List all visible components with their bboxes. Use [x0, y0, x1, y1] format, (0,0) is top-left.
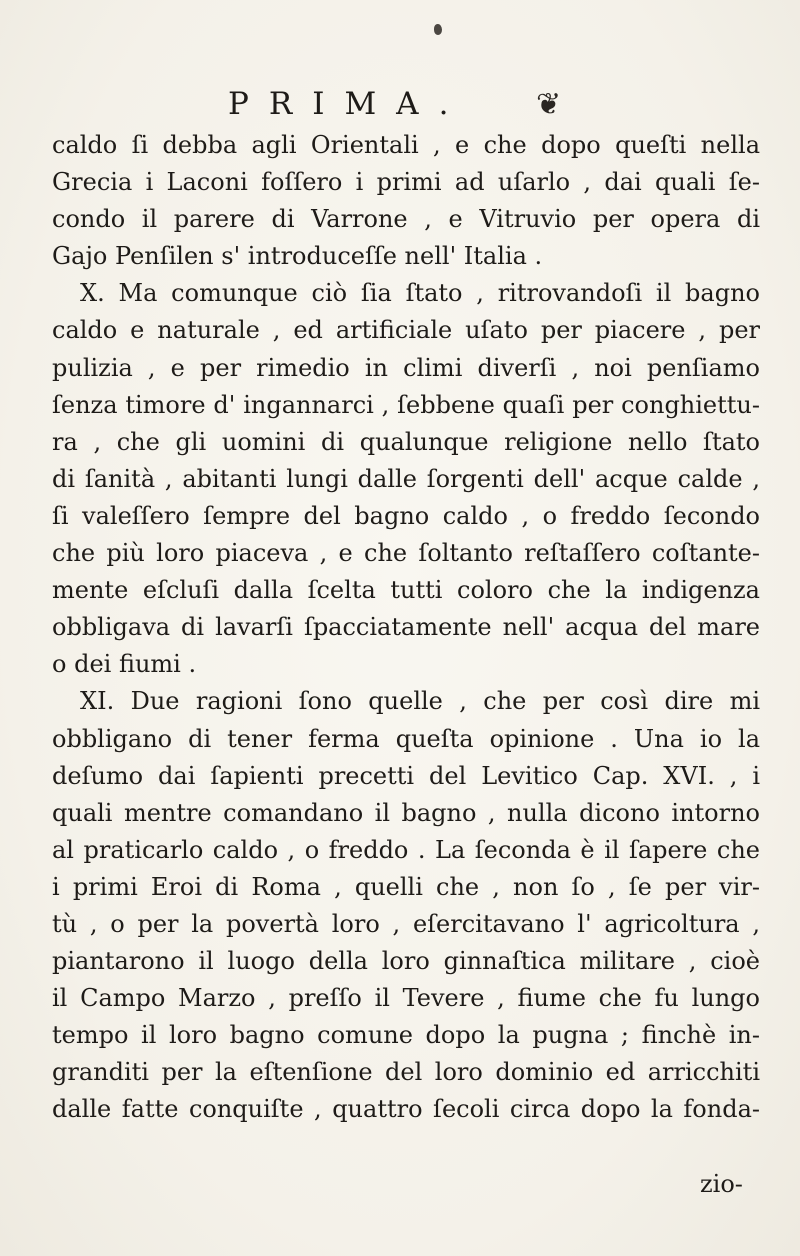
running-head: PRIMA.	[228, 86, 469, 122]
text-line: condo il parere di Varrone , e Vitruvio per opera di	[52, 205, 760, 234]
body-text	[52, 127, 760, 1129]
text-line: mente eſcluſi dalla ſcelta tutti coloro che la indigenza	[52, 576, 760, 605]
text-line: quali mentre comandano il bagno , nulla dicono intorno	[52, 798, 760, 827]
text-line: deſumo dai ſapienti precetti del Levitico Cap. XVI. , i	[52, 761, 760, 790]
text-line: X. Ma comunque ciò ſia ſtato , ritrovandoſi il bagno	[80, 279, 760, 308]
text-line: o dei fiumi .	[52, 650, 197, 679]
text-line: caldo ſi debba agli Orientali , e che dopo queſti nella	[52, 131, 760, 159]
ink-speck	[434, 24, 442, 35]
text-line: i primi Eroi di Roma , quelli che , non ſo , ſe per vir-	[52, 872, 760, 901]
text-line: caldo e naturale , ed artificiale uſato per piacere , per	[52, 316, 760, 345]
text-line: di ſanità , abitanti lungi dalle ſorgenti dell' acque calde ,	[52, 464, 760, 493]
text-line: ſenza timore d' ingannarci , ſebbene quaſi per conghiettu-	[52, 390, 760, 419]
signature-mark-icon: ❦	[536, 87, 562, 122]
text-line: tempo il loro bagno comune dopo la pugna ; finchè in-	[52, 1021, 760, 1050]
text-line: Gajo Penſilen s' introduceſſe nell' Italia .	[52, 242, 543, 271]
catchword: zio-	[700, 1170, 743, 1198]
text-line: il Campo Marzo , preſſo il Tevere , fiume che fu lungo	[52, 984, 760, 1013]
text-line: che più loro piaceva , e che ſoltanto reſtaſſero coſtante-	[52, 539, 760, 568]
text-line: pulizia , e per rimedio in climi diverſi , noi penſiamo	[52, 353, 760, 382]
text-line: granditi per la eſtenſione del loro dominio ed arricchiti	[52, 1058, 760, 1087]
text-line: obbligava di lavarſi ſpacciatamente nell' acqua del mare	[52, 613, 760, 642]
text-line: piantarono il luogo della loro ginnaſtica militare , cioè	[52, 947, 760, 976]
text-line: dalle fatte conquiſte , quattro ſecoli circa dopo la fonda-	[52, 1095, 760, 1124]
text-line: ſi valeſſero ſempre del bagno caldo , o freddo ſecondo	[52, 501, 760, 530]
text-line: Grecia i Laconi foſſero i primi ad uſarlo , dai quali ſe-	[52, 168, 760, 197]
text-line: obbligano di tener ferma queſta opinione . Una io la	[52, 724, 760, 753]
text-line: ra , che gli uomini di qualunque religione nello ſtato	[52, 427, 760, 456]
text-line: al praticarlo caldo , o freddo . La ſeconda è il ſapere che	[52, 835, 760, 864]
text-line: tù , o per la povertà loro , eſercitavano l' agricoltura ,	[52, 909, 760, 938]
text-line: XI. Due ragioni ſono quelle , che per così dire mi	[80, 687, 760, 716]
